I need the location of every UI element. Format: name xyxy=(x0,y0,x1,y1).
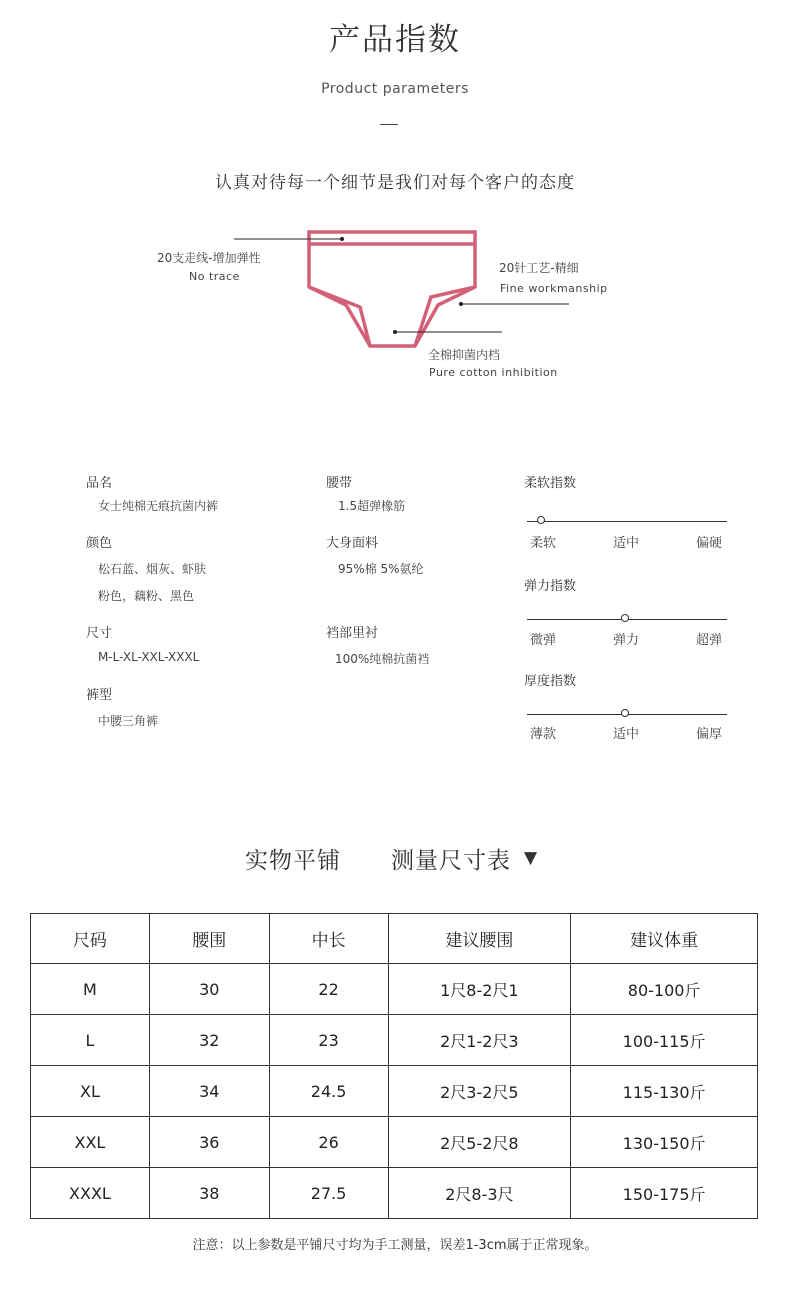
cell-suggested-weight: 150-175斤 xyxy=(571,1168,758,1219)
section-flat-lay-title: 实物平铺 xyxy=(245,848,341,874)
size-table xyxy=(30,913,758,1219)
cell-suggested-waist: 2尺3-2尺5 xyxy=(388,1066,571,1117)
cell-size: XXL xyxy=(31,1117,150,1168)
cell-length: 26 xyxy=(269,1117,388,1168)
table-row xyxy=(31,964,758,1015)
page-title: 产品指数 xyxy=(329,22,461,58)
cell-size: XL xyxy=(31,1066,150,1117)
index-thickness-marker xyxy=(621,709,629,717)
header-size: 尺码 xyxy=(31,914,150,964)
param-name-label: 品名 xyxy=(86,476,113,491)
param-color-value-2: 粉色，藕粉、黑色 xyxy=(98,589,195,603)
cell-suggested-weight: 80-100斤 xyxy=(571,964,758,1015)
cell-waist: 34 xyxy=(149,1066,269,1117)
cell-waist: 32 xyxy=(149,1015,269,1066)
param-fabric-label: 大身面料 xyxy=(326,536,379,551)
cell-length: 23 xyxy=(269,1015,388,1066)
callout-dot xyxy=(459,302,463,306)
param-waist-value: 1.5超弹橡筋 xyxy=(338,499,406,513)
section-size-chart-title: 测量尺寸表 xyxy=(391,848,511,874)
param-color-value-1: 松石蓝、烟灰、虾肤 xyxy=(98,562,207,576)
underwear-diagram xyxy=(0,215,790,395)
index-softness-tick-high: 偏硬 xyxy=(696,536,723,551)
index-thickness-label: 厚度指数 xyxy=(524,674,577,689)
param-lining-value: 100%纯棉抗菌裆 xyxy=(335,652,430,666)
index-elasticity-label: 弹力指数 xyxy=(524,579,577,594)
callout-left-sub: No trace xyxy=(189,270,240,283)
index-softness-marker xyxy=(537,516,545,524)
left-leg-line xyxy=(309,287,370,346)
header-suggested-waist: 建议腰围 xyxy=(388,914,571,964)
index-elasticity-tick-low: 微弹 xyxy=(530,633,557,648)
param-type-value: 中腰三角裤 xyxy=(98,714,159,728)
param-size-value: M-L-XL-XXL-XXXL xyxy=(98,650,200,664)
cell-waist: 30 xyxy=(149,964,269,1015)
param-type-label: 裤型 xyxy=(86,688,113,703)
callout-dot xyxy=(393,330,397,334)
cell-size: XXXL xyxy=(31,1168,150,1219)
cell-suggested-waist: 2尺1-2尺3 xyxy=(388,1015,571,1066)
cell-length: 22 xyxy=(269,964,388,1015)
index-elasticity-tick-mid: 弹力 xyxy=(613,633,640,648)
callout-dot xyxy=(340,237,344,241)
table-row xyxy=(31,1168,758,1219)
triangle-down-icon: ▼ xyxy=(524,848,538,868)
param-waist-label: 腰带 xyxy=(326,476,353,491)
cell-suggested-weight: 115-130斤 xyxy=(571,1066,758,1117)
cell-suggested-weight: 130-150斤 xyxy=(571,1117,758,1168)
header-waist: 腰围 xyxy=(149,914,269,964)
table-header-row xyxy=(31,914,758,964)
callout-left-label: 20支走线-增加弹性 xyxy=(157,251,261,265)
table-row xyxy=(31,1015,758,1066)
page-subtitle: Product parameters xyxy=(321,81,469,97)
index-thickness-tick-low: 薄款 xyxy=(530,727,557,742)
param-color-label: 颜色 xyxy=(86,536,113,551)
waistband-shape xyxy=(309,232,475,244)
cell-suggested-weight: 100-115斤 xyxy=(571,1015,758,1066)
callout-bottom-sub: Pure cotton inhibition xyxy=(429,366,558,379)
header-length: 中长 xyxy=(269,914,388,964)
index-softness-tick-low: 柔软 xyxy=(530,536,557,551)
right-leg-line xyxy=(415,287,475,346)
cell-waist: 36 xyxy=(149,1117,269,1168)
cell-waist: 38 xyxy=(149,1168,269,1219)
index-thickness-tick-high: 偏厚 xyxy=(696,727,723,742)
table-row xyxy=(31,1066,758,1117)
callout-right-label: 20针工艺-精细 xyxy=(499,261,579,275)
index-softness-tick-mid: 适中 xyxy=(613,536,640,551)
param-fabric-value: 95%棉 5%氨纶 xyxy=(338,562,424,576)
index-thickness-tick-mid: 适中 xyxy=(613,727,640,742)
cell-size: M xyxy=(31,964,150,1015)
param-name-value: 女士纯棉无痕抗菌内裤 xyxy=(98,499,219,513)
param-size-label: 尺寸 xyxy=(86,626,113,641)
param-lining-label: 裆部里衬 xyxy=(326,626,379,641)
table-row xyxy=(31,1117,758,1168)
header-suggested-weight: 建议体重 xyxy=(571,914,758,964)
cell-suggested-waist: 2尺8-3尺 xyxy=(388,1168,571,1219)
callout-right-sub: Fine workmanship xyxy=(500,282,608,295)
cell-suggested-waist: 2尺5-2尺8 xyxy=(388,1117,571,1168)
cell-length: 24.5 xyxy=(269,1066,388,1117)
underwear-outline xyxy=(309,232,475,346)
cell-length: 27.5 xyxy=(269,1168,388,1219)
index-elasticity-tick-high: 超弹 xyxy=(696,633,723,648)
cell-suggested-waist: 1尺8-2尺1 xyxy=(388,964,571,1015)
index-elasticity-marker xyxy=(621,614,629,622)
index-softness-label: 柔软指数 xyxy=(524,476,577,491)
callout-bottom-label: 全棉抑菌内档 xyxy=(428,348,501,362)
tagline: 认真对待每一个细节是我们对每个客户的态度 xyxy=(215,173,575,193)
title-divider xyxy=(380,124,398,125)
measurement-note: 注意：以上参数是平铺尺寸均为手工测量，误差1-3cm属于正常现象。 xyxy=(192,1238,598,1253)
index-softness-scale xyxy=(527,521,727,522)
cell-size: L xyxy=(31,1015,150,1066)
